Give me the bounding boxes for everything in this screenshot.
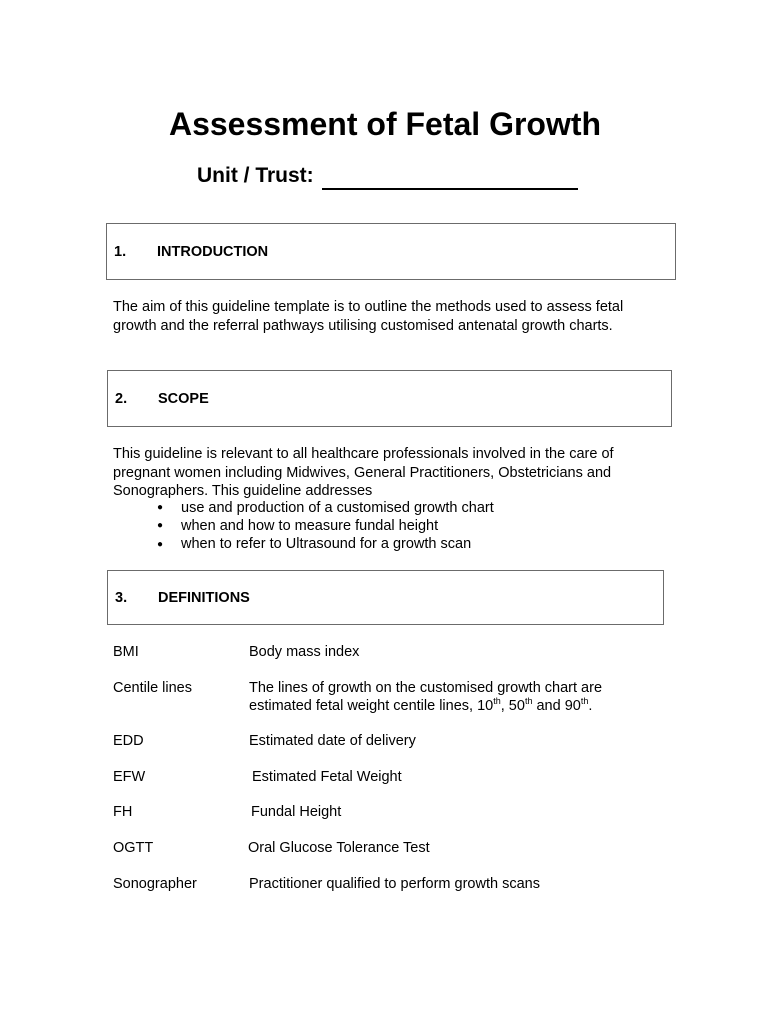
definition-text-edd: Estimated date of delivery [249,733,416,749]
superscript: th [580,696,589,707]
list-item [157,499,494,517]
bullet-text: when and how to measure fundal height [181,518,439,535]
section-3-number: 3. [115,589,128,606]
superscript: th [493,696,501,707]
section-3-heading-box [107,570,664,625]
document-title: Assessment of Fetal Growth [168,106,602,142]
centile-text-part: . [588,698,593,714]
definition-text-fh: Fundal Height [251,804,342,820]
section-2-number: 2. [115,390,128,407]
list-item [157,535,494,553]
definition-text-ogtt: Oral Glucose Tolerance Test [248,840,430,856]
definition-term-centile-lines: Centile lines [113,680,192,696]
scope-paragraph [113,445,703,501]
definition-text-centile-lines-line1: The lines of growth on the customised growth chart are [249,680,603,696]
bullet-icon: ● [157,502,164,514]
scope-line: This guideline is relevant to all healthcare professionals involved in the care of [113,446,614,462]
definition-term-efw: EFW [113,769,146,785]
centile-text-part: estimated fetal weight centile lines, 10 [249,698,494,714]
section-2-heading: SCOPE [158,390,209,407]
scope-bullet-list [157,499,494,554]
section-1-number: 1. [114,243,127,260]
definition-text-centile-lines-line2 [249,697,592,715]
definition-term-edd: EDD [113,733,144,749]
definition-text-efw: Estimated Fetal Weight [252,769,402,785]
introduction-line: growth and the referral pathways utilising customised antenatal growth charts. [113,317,613,334]
section-1-heading-box [106,223,676,280]
bullet-text: use and production of a customised growth chart [181,500,494,516]
definition-text-sonographer: Practitioner qualified to perform growth scans [249,876,540,892]
definition-term-ogtt: OGTT [113,840,154,856]
definition-term-bmi: BMI [113,644,139,660]
unit-trust-blank [322,168,578,190]
centile-text-part: and 90 [532,698,581,714]
list-item [157,517,494,535]
section-2-heading-box [107,370,672,427]
bullet-icon: ● [157,520,164,532]
bullet-icon: ● [157,538,164,550]
introduction-paragraph [113,298,703,335]
section-1-heading: INTRODUCTION [157,243,269,260]
introduction-line: The aim of this guideline template is to outline the methods used to assess fetal [113,299,624,315]
section-3-heading: DEFINITIONS [158,589,250,606]
scope-line: pregnant women including Midwives, General Practitioners, Obstetricians and [113,464,612,481]
unit-trust-label: Unit / Trust: [197,164,314,187]
definition-term-fh: FH [113,804,133,820]
bullet-text: when to refer to Ultrasound for a growth scan [181,536,472,553]
superscript: th [524,696,533,707]
definition-text-bmi: Body mass index [249,644,360,660]
scope-line: Sonographers. This guideline addresses [113,483,373,499]
unit-trust-line [197,162,578,190]
centile-text-part: , 50 [500,698,525,714]
definition-term-sonographer: Sonographer [113,876,197,892]
